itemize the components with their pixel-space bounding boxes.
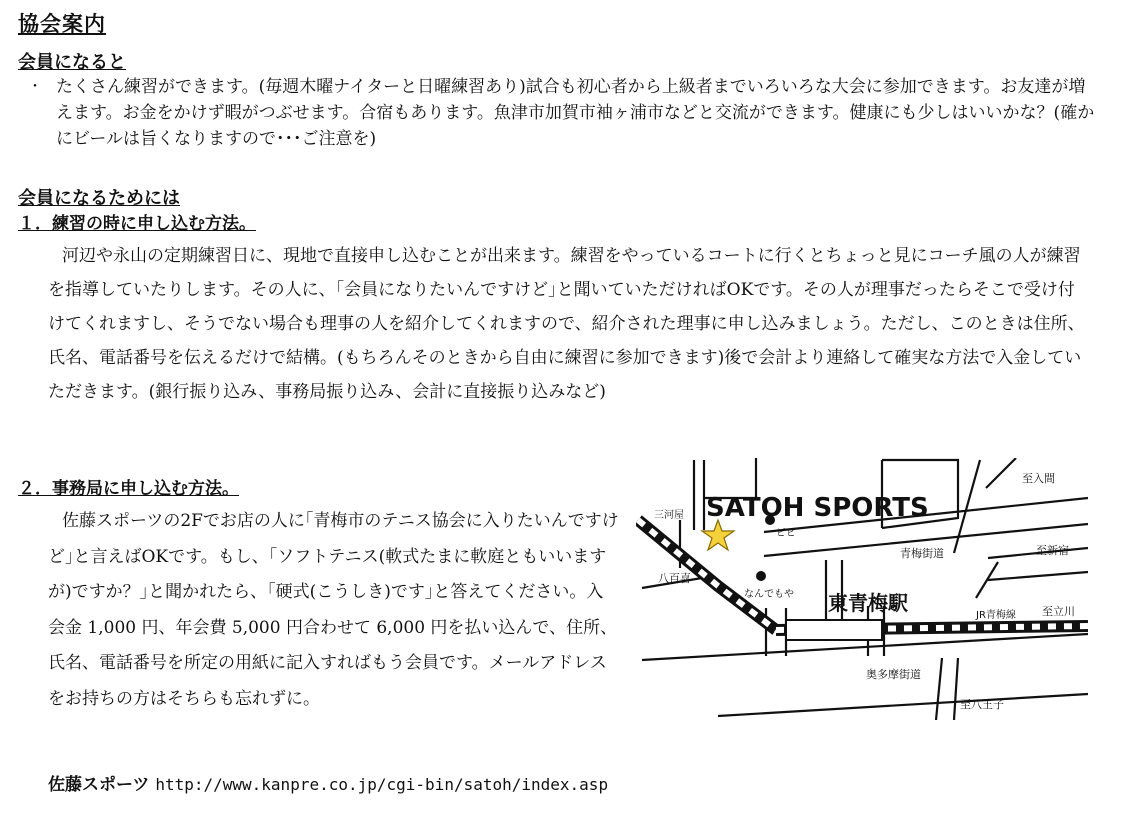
map-label-jr-ome-line: JR青梅線: [976, 610, 1016, 621]
map-label-mikawaya: 三河屋: [654, 510, 684, 521]
method1-text: 河辺や永山の定期練習日に、現地で直接申し込むことが出来ます。練習をやっているコートに行くとちょっと見にコーチ風の人が練習を指導していたりします。その人に、｢会員になりたいんですけど｣と聞いていただければOKです。その人が理事だったらそこで受け付けてくれますし、そうでない場合も理事の人を紹介してくれますので、紹介された理事に申し込みましょう。ただし、このときは住所、氏名、電話番号を伝えるだけで結構。(もちろんそのときから自由に練習に参加できます)後で会計より連絡して確実な方法で入金していただきます。(銀行振り込み、事務局振り込み、会計に直接振り込みなど): [48, 246, 1085, 402]
footer-shop-name: 佐藤スポーツ: [48, 775, 150, 795]
map-label-nandemoya: なんでもや: [744, 589, 794, 600]
method2-heading: ２．事務局に申し込む方法。: [18, 479, 239, 499]
bullet-marker: ・: [28, 79, 42, 95]
map-label-to-iriuma: 至入間: [1022, 472, 1055, 485]
map-label-okutama-kaido: 奥多摩街道: [866, 668, 921, 681]
benefits-heading: 会員になると: [18, 52, 126, 73]
method1-heading: １．練習の時に申し込む方法。: [18, 214, 256, 234]
map-label-pipi: ピピ: [776, 528, 796, 539]
method2-text: 佐藤スポーツの2Fでお店の人に｢青梅市のテニス協会に入りたいんですけど｣と言えばOKです。もし、｢ソフトテニス(軟式たまに軟庭ともいいますが)ですか？｣と聞かれたら、｢硬式(こうしき)です｣と答えてください。入会金 1,000 円、年会費 5,000 円合わせて 6,000 円を払い込んで、住所、氏名、電話番号を所定の用紙に記入すればもう会員です。メールアドレスをお持ちの方はそちらも忘れずに。: [48, 511, 619, 709]
map-label-to-hachioji: 至八王子: [960, 698, 1004, 711]
map-shop-name: SATOH SPORTS: [706, 493, 929, 523]
benefits-text: たくさん練習ができます。(毎週木曜ナイターと日曜練習あり)試合も初心者から上級者までいろいろな大会に参加できます。お友達が増えます。お金をかけず暇がつぶせます。合宿もあります。魚津市加賀市袖ヶ浦市などと交流ができます。健康にも少しはいいかな？(確かにビールは旨くなりますので･･･ご注意を): [56, 77, 1095, 149]
station-platform: [786, 620, 882, 640]
footer-url-link[interactable]: http://www.kanpre.co.jp/cgi-bin/satoh/index.asp: [155, 775, 609, 794]
footer: [48, 770, 608, 795]
page-title: 協会案内: [18, 12, 106, 36]
map-label-ome-kaido: 青梅街道: [900, 547, 944, 560]
map-label-yaokisa: 八百喜: [658, 572, 691, 585]
map-label-to-shinjuku: 至新宿: [1036, 544, 1069, 557]
howto-heading: 会員になるためには: [18, 188, 180, 209]
nandemoya-dot-icon: [756, 571, 766, 581]
map-label-to-tachikawa: 至立川: [1042, 605, 1075, 618]
map-label-station: 東青梅駅: [828, 591, 908, 615]
access-map: [636, 458, 1088, 720]
